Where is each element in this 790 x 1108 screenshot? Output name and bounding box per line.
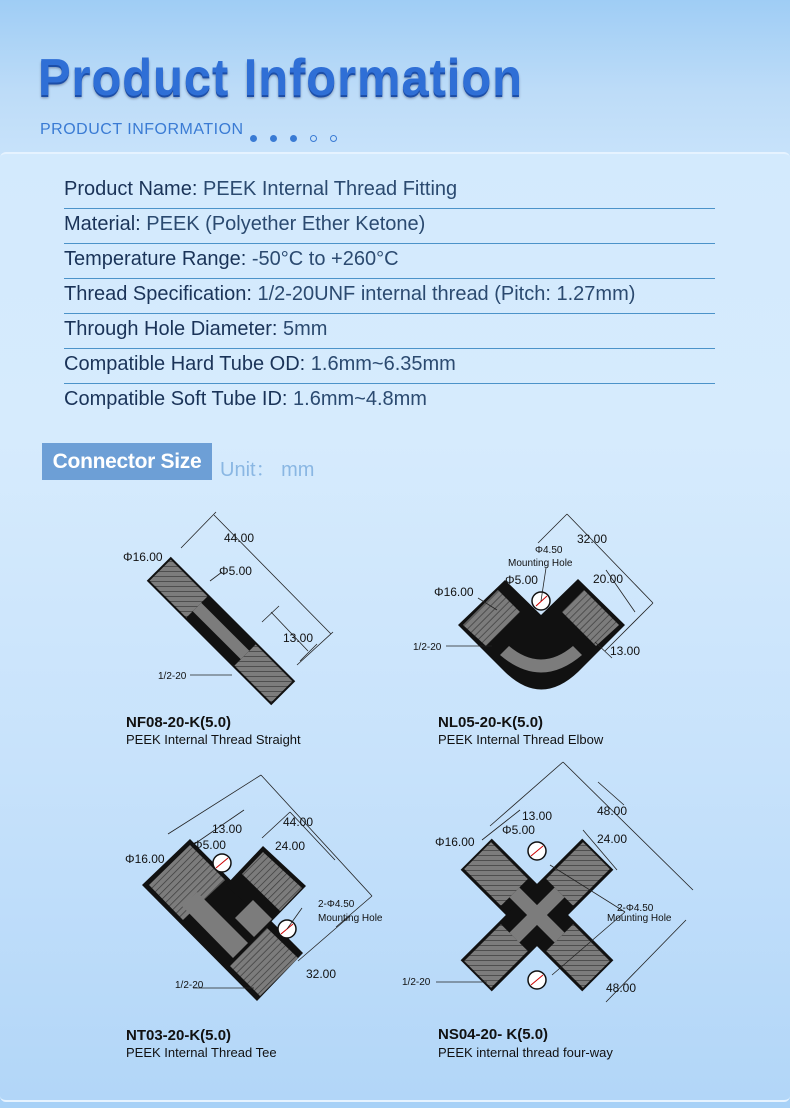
spec-row-hole xyxy=(64,314,715,349)
spec-value: 1/2-20UNF internal thread (Pitch: 1.27mm) xyxy=(257,283,636,305)
elbow-dim-thread-depth: 13.00 xyxy=(610,644,641,658)
spec-value: PEEK (Polyether Ether Ketone) xyxy=(146,213,426,235)
tee-dim-hole: Φ5.00 xyxy=(193,838,226,852)
spec-value: -50°C to +260°C xyxy=(251,248,399,270)
spec-label: Compatible Hard Tube OD: xyxy=(64,353,306,375)
tee-dim-width: 32.00 xyxy=(306,967,337,981)
fourway-dim-thread: 1/2-20 xyxy=(402,977,431,988)
tee-fitting-drawing xyxy=(125,775,383,1001)
spec-row-temperature xyxy=(64,244,715,279)
straight-product-code: NF08-20-K(5.0) xyxy=(126,714,232,731)
elbow-dim-dia: Φ16.00 xyxy=(434,585,474,599)
tee-product-code: NT03-20-K(5.0) xyxy=(126,1027,232,1044)
spec-value: PEEK Internal Thread Fitting xyxy=(202,178,458,200)
dot-icon xyxy=(290,135,297,142)
elbow-dim-arm: 20.00 xyxy=(593,572,624,586)
fourway-dim-width: 48.00 xyxy=(606,981,637,995)
fourway-dim-thread-depth: 13.00 xyxy=(522,809,553,823)
elbow-dim-mount: Φ4.50 xyxy=(535,545,563,556)
spec-value: 5mm xyxy=(283,318,328,340)
straight-dim-hole: Φ5.00 xyxy=(219,564,252,578)
elbow-product-desc: PEEK Internal Thread Elbow xyxy=(438,732,604,747)
spec-label: Through Hole Diameter: xyxy=(64,318,278,340)
tee-dim-mount: 2-Φ4.50 xyxy=(318,899,355,910)
elbow-dim-hole: Φ5.00 xyxy=(505,573,538,587)
straight-product-desc: PEEK Internal Thread Straight xyxy=(126,732,301,747)
fourway-dim-hole: Φ5.00 xyxy=(502,823,535,837)
spec-row-thread xyxy=(64,279,715,314)
straight-dim-thread: 1/2-20 xyxy=(158,671,187,682)
spec-row-hard-tube xyxy=(64,349,715,384)
tee-dim-mount-label: Mounting Hole xyxy=(318,913,383,924)
technical-drawings xyxy=(0,480,790,1100)
connector-size-badge: Connector Size xyxy=(42,443,212,480)
fourway-dim-mount-label: Mounting Hole xyxy=(607,913,672,924)
fourway-dim-mount: 2-Φ4.50 xyxy=(617,903,654,914)
page-subtitle: PRODUCT INFORMATION xyxy=(40,121,244,138)
fourway-dim-length: 48.00 xyxy=(597,804,628,818)
tee-dim-arm: 24.00 xyxy=(275,839,306,853)
straight-dim-dia: Φ16.00 xyxy=(123,550,163,564)
dot-icon xyxy=(310,135,317,142)
spec-list xyxy=(64,174,715,419)
fourway-dim-arm: 24.00 xyxy=(597,832,628,846)
decorative-dots xyxy=(250,127,350,146)
tee-dim-thread-depth: 13.00 xyxy=(212,822,243,836)
spec-label: Thread Specification: xyxy=(64,283,252,305)
tee-product-desc: PEEK Internal Thread Tee xyxy=(126,1045,277,1060)
elbow-fitting-drawing xyxy=(413,514,653,690)
tee-dim-thread: 1/2-20 xyxy=(175,980,204,991)
dot-icon xyxy=(270,135,277,142)
dot-icon xyxy=(330,135,337,142)
dot-icon xyxy=(250,135,257,142)
spec-row-soft-tube xyxy=(64,384,715,419)
elbow-product-code: NL05-20-K(5.0) xyxy=(438,714,544,731)
straight-fitting-drawing xyxy=(123,512,333,705)
spec-label: Compatible Soft Tube ID: xyxy=(64,388,288,410)
page-title: Product Information xyxy=(38,49,523,107)
fourway-fitting-drawing xyxy=(402,762,693,1037)
tee-dim-length: 44.00 xyxy=(283,815,314,829)
fourway-dim-dia: Φ16.00 xyxy=(435,835,475,849)
spec-value: 1.6mm~4.8mm xyxy=(293,388,427,410)
fourway-product-code: NS04-20- K(5.0) xyxy=(438,1026,549,1043)
straight-dim-length: 44.00 xyxy=(224,531,255,545)
tee-dim-dia: Φ16.00 xyxy=(125,852,165,866)
spec-value: 1.6mm~6.35mm xyxy=(310,353,456,375)
straight-dim-thread-depth: 13.00 xyxy=(283,631,314,645)
fourway-product-desc: PEEK internal thread four-way xyxy=(438,1045,613,1060)
spec-row-product-name xyxy=(64,174,715,209)
elbow-dim-length: 32.00 xyxy=(577,532,608,546)
elbow-dim-mount-label: Mounting Hole xyxy=(508,558,573,569)
elbow-dim-thread: 1/2-20 xyxy=(413,642,442,653)
spec-label: Material: xyxy=(64,213,141,235)
unit-label: Unit： mm xyxy=(220,459,315,481)
spec-label: Product Name: xyxy=(64,178,198,200)
spec-row-material xyxy=(64,209,715,244)
spec-label: Temperature Range: xyxy=(64,248,247,270)
